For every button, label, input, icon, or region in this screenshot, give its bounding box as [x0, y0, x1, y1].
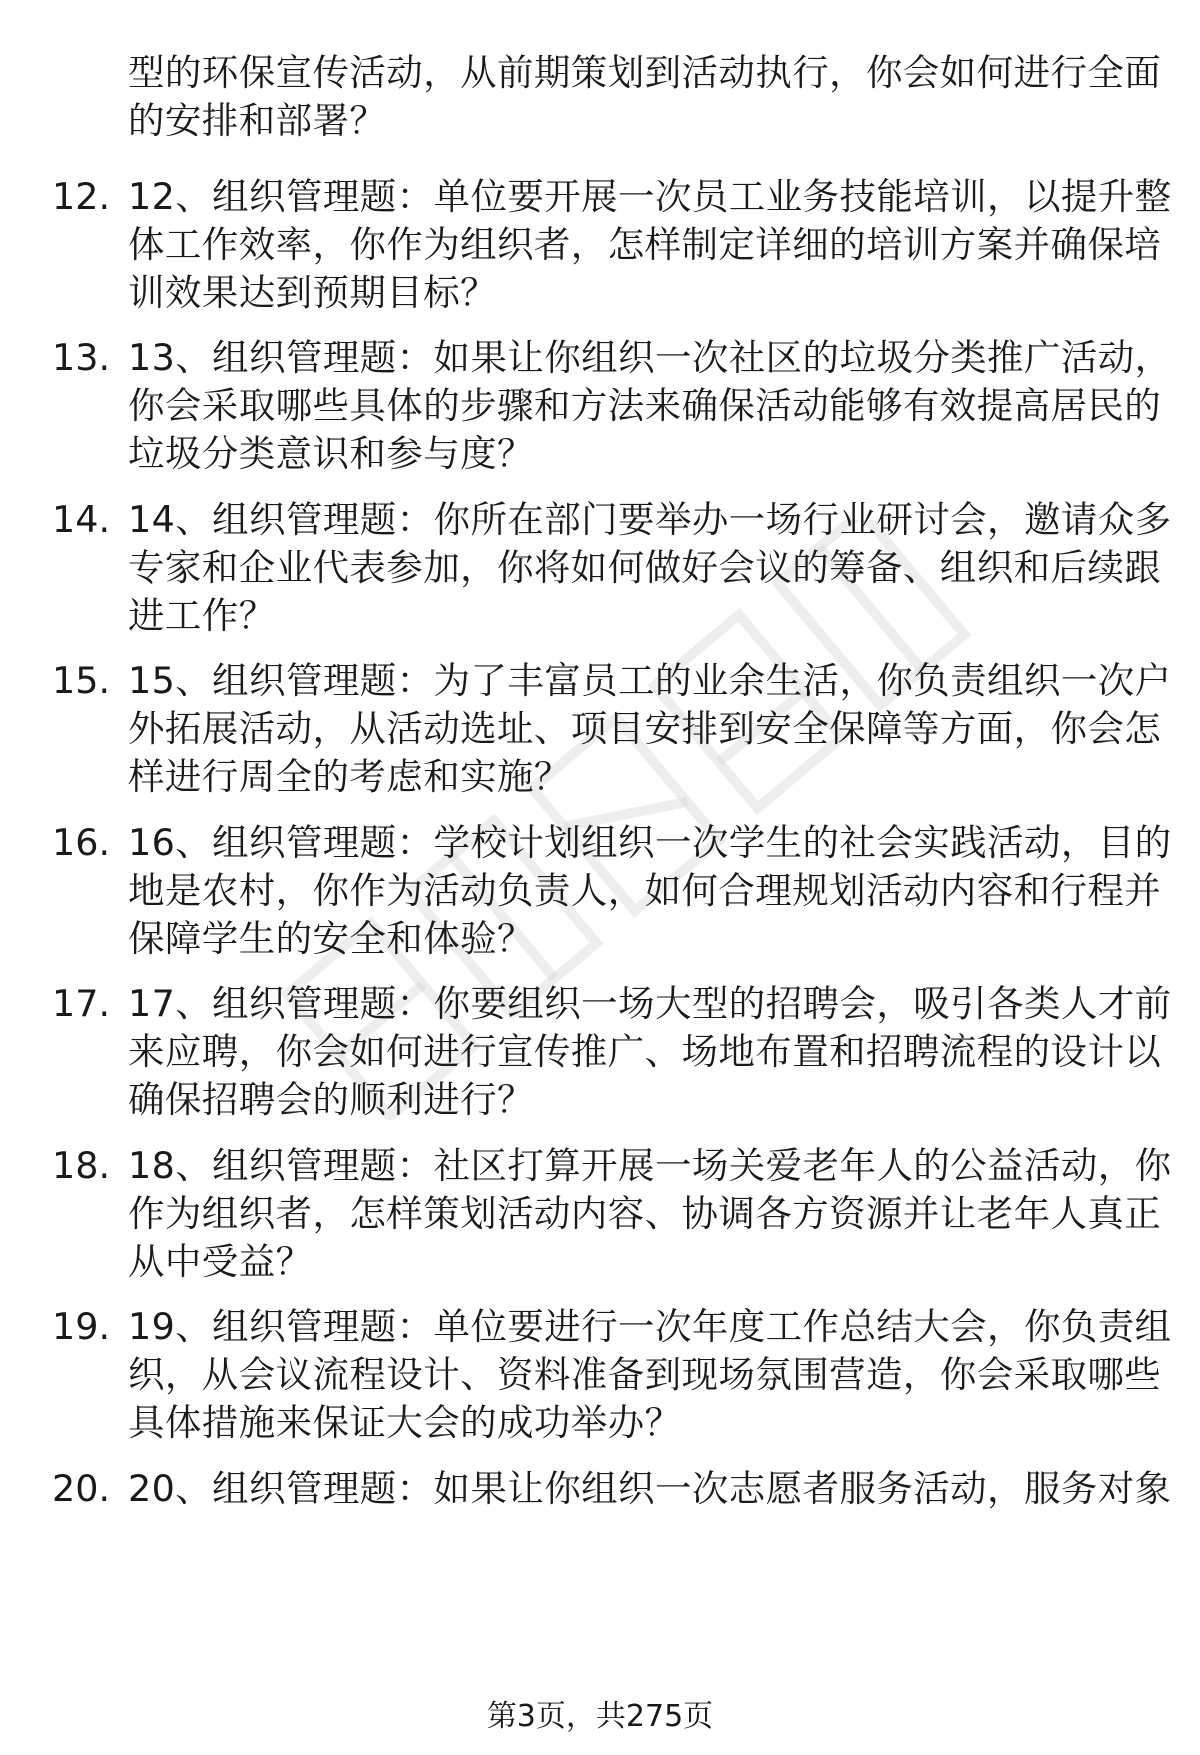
question-number: 17. [52, 982, 111, 1025]
question-text-line: 19、组织管理题：单位要进行一次年度工作总结大会，你负责组 [128, 1305, 1172, 1348]
question-text-line: 垃圾分类意识和参与度？ [128, 432, 534, 475]
question-text-line: 体工作效率，你作为组织者，怎样制定详细的培训方案并确保培 [128, 223, 1162, 266]
question-text-line: 13、组织管理题：如果让你组织一次社区的垃圾分类推广活动， [128, 336, 1172, 379]
question-text-line: 地是农村，你作为活动负责人，如何合理规划活动内容和行程并 [128, 869, 1162, 912]
question-number: 12. [52, 175, 111, 218]
question-text-line: 型的环保宣传活动，从前期策划到活动执行，你会如何进行全面 [128, 51, 1162, 94]
question-text-line: 12、组织管理题：单位要开展一次员工业务技能培训，以提升整 [128, 175, 1172, 218]
question-number: 18. [52, 1144, 111, 1187]
question-number: 20. [52, 1467, 111, 1510]
question-text-line: 18、组织管理题：社区打算开展一场关爱老年人的公益活动，你 [128, 1144, 1172, 1187]
question-text-line: 从中受益？ [128, 1240, 313, 1283]
question-text-line: 14、组织管理题：你所在部门要举办一场行业研讨会，邀请众多 [128, 498, 1172, 541]
question-text-line: 你会采取哪些具体的步骤和方法来确保活动能够有效提高居民的 [128, 384, 1162, 427]
question-text-line: 15、组织管理题：为了丰富员工的业余生活，你负责组织一次户 [128, 659, 1172, 702]
question-text-line: 具体措施来保证大会的成功举办？ [128, 1401, 682, 1444]
question-number: 16. [52, 821, 111, 864]
question-text-line: 织，从会议流程设计、资料准备到现场氛围营造，你会采取哪些 [128, 1353, 1162, 1396]
question-text-line: 进工作？ [128, 594, 276, 637]
question-number: 13. [52, 336, 111, 379]
question-text-line: 确保招聘会的顺利进行？ [128, 1078, 534, 1121]
question-text-line: 17、组织管理题：你要组织一场大型的招聘会，吸引各类人才前 [128, 982, 1172, 1025]
page-footer: 第3页，共275页 [486, 1699, 714, 1734]
question-text-line: 16、组织管理题：学校计划组织一次学生的社会实践活动，目的 [128, 821, 1172, 864]
question-text-line: 来应聘，你会如何进行宣传推广、场地布置和招聘流程的设计以 [128, 1030, 1162, 1073]
question-number: 14. [52, 498, 111, 541]
question-text-line: 作为组织者，怎样策划活动内容、协调各方资源并让老年人真正 [128, 1192, 1162, 1235]
question-text-line: 样进行周全的考虑和实施？ [128, 755, 571, 798]
question-text-line: 训效果达到预期目标？ [128, 271, 497, 314]
question-number: 19. [52, 1305, 111, 1348]
question-text-line: 外拓展活动，从活动选址、项目安排到安全保障等方面，你会怎 [128, 707, 1162, 750]
question-number: 15. [52, 659, 111, 702]
question-text-line: 的安排和部署？ [128, 99, 387, 142]
question-text-line: 保障学生的安全和体验？ [128, 917, 534, 960]
question-text-line: 20、组织管理题：如果让你组织一次志愿者服务活动，服务对象 [128, 1467, 1172, 1510]
question-text-line: 专家和企业代表参加，你将如何做好会议的筹备、组织和后续跟 [128, 546, 1162, 589]
